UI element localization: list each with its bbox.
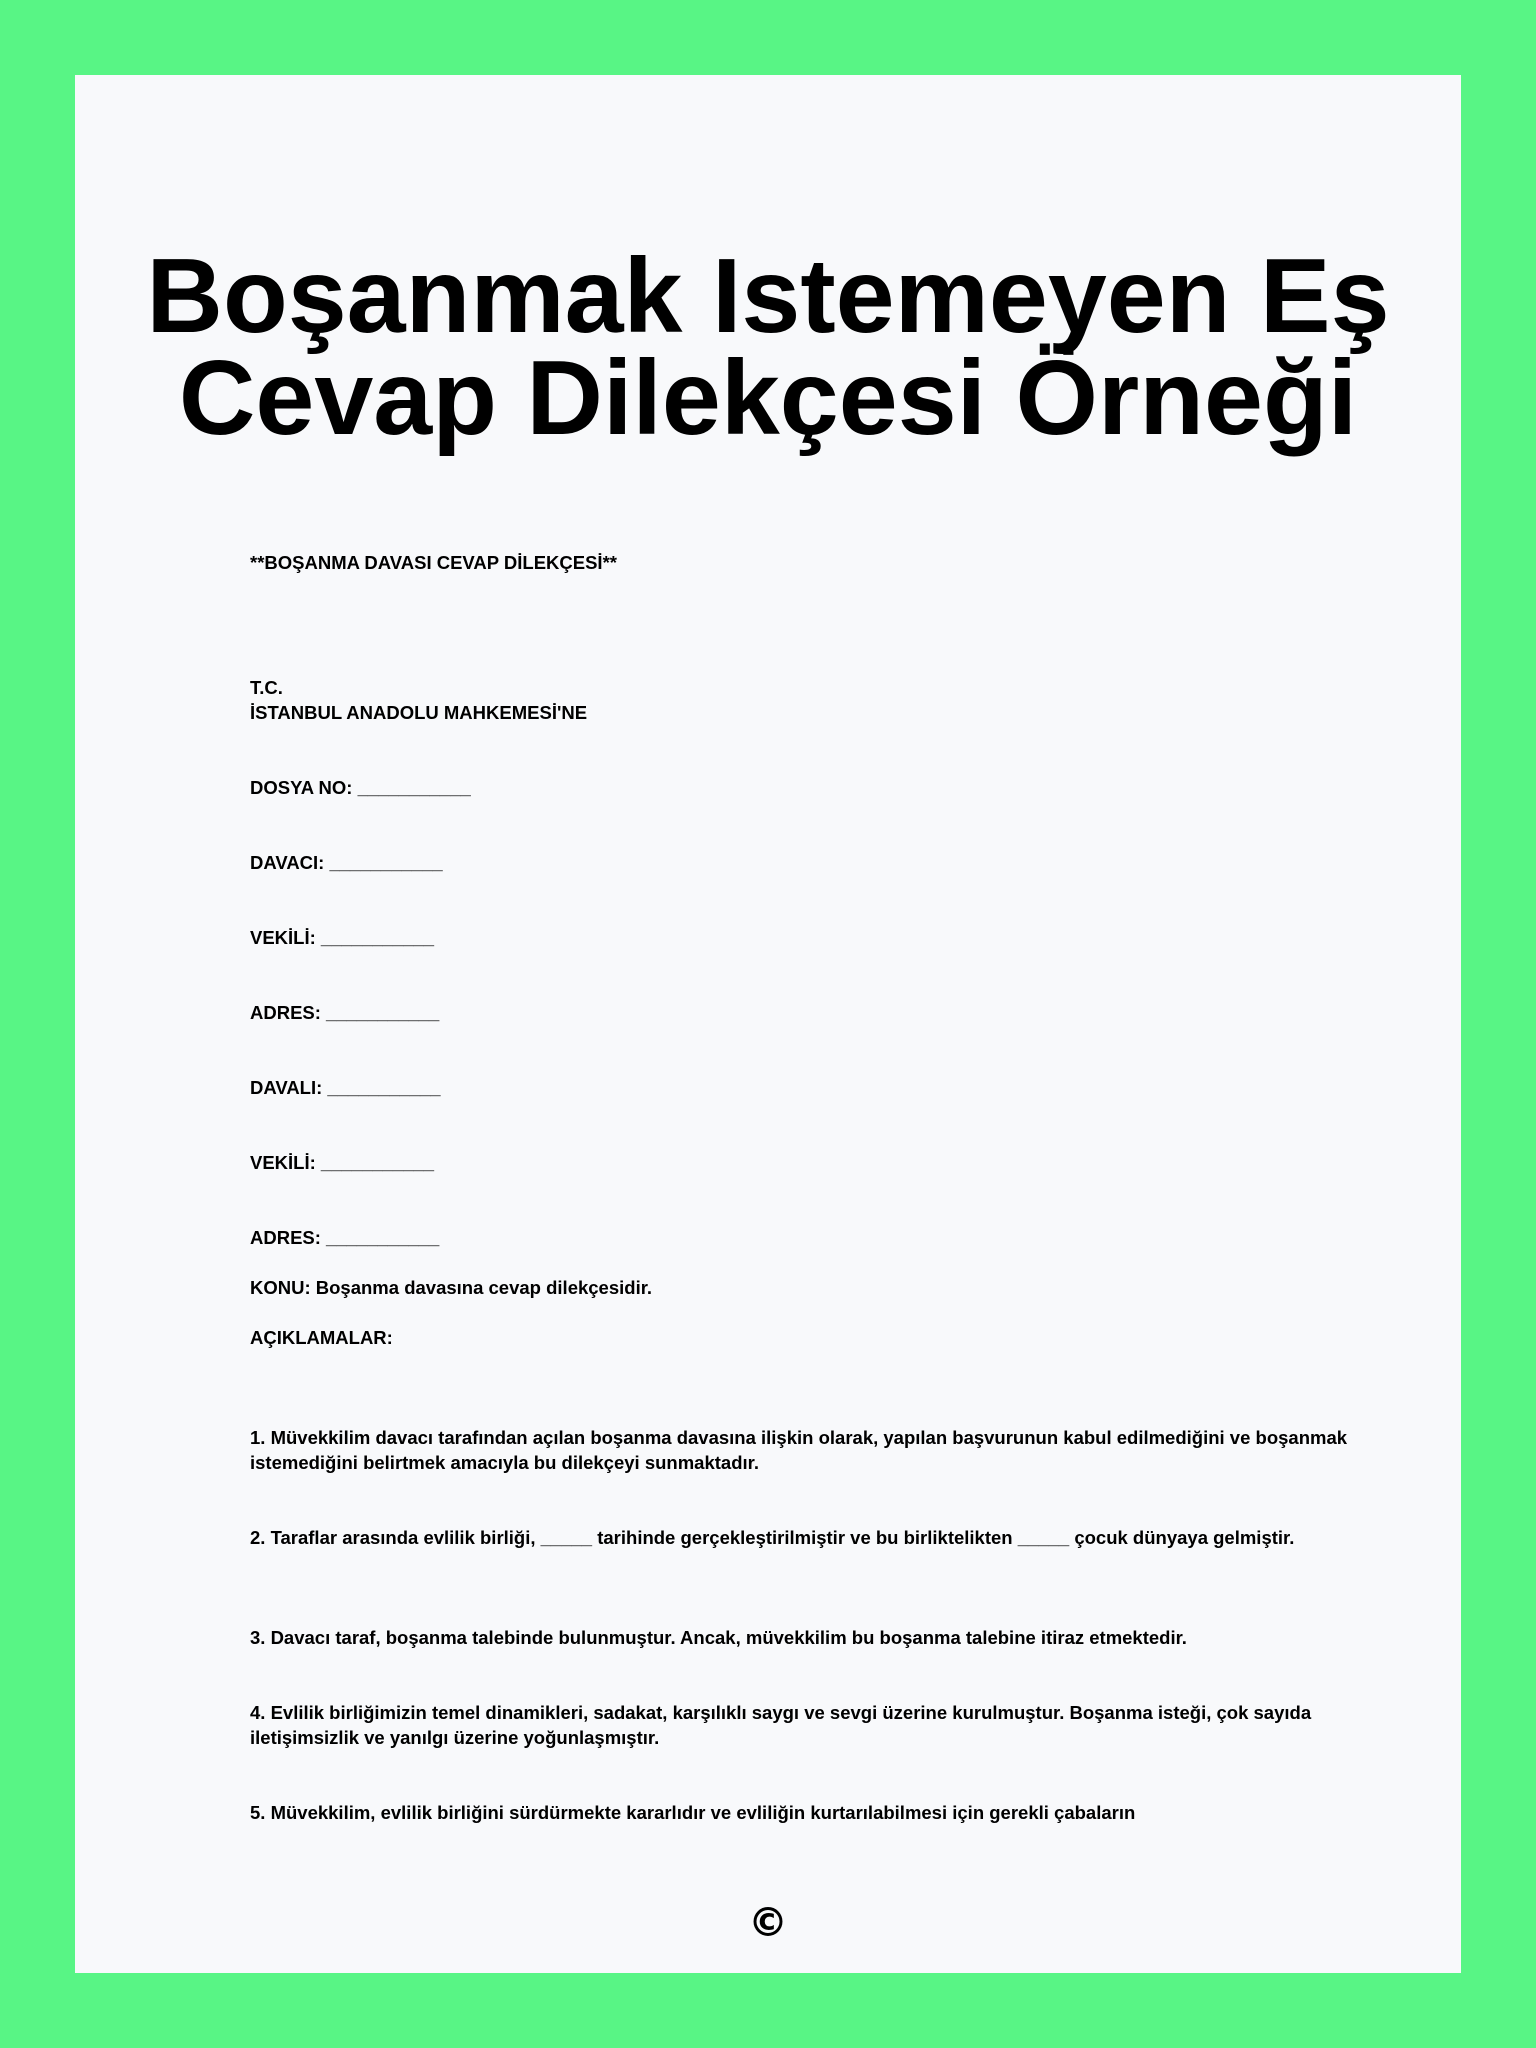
field-adres-davali: ADRES: ___________: [250, 1227, 440, 1248]
explanation-item-1: 1. Müvekkilim davacı tarafından açılan boşanma davasına ilişkin olarak, yapılan başvurunun kabul edilmediğini ve boşanmak istemediğini belirtmek amacıyla bu dilekçeyi sunmaktadır.: [250, 1427, 1348, 1473]
aciklamalar-heading: AÇIKLAMALAR:: [250, 1327, 393, 1348]
explanation-item-2: 2. Taraflar arasında evlilik birliği, _____ tarihinde gerçekleştirilmiştir ve bu birliktelikten _____ çocuk dünyaya gelmiştir.: [250, 1527, 1295, 1548]
page-title-line-1: Boşanmak Istemeyen Eş: [146, 237, 1390, 355]
court-line-name: İSTANBUL ANADOLU MAHKEMESİ'NE: [250, 702, 588, 723]
court-line-tc: T.C.: [250, 677, 283, 698]
field-adres-davaci: ADRES: ___________: [250, 1002, 440, 1023]
page-title: [75, 237, 1461, 457]
field-dosya-no: DOSYA NO: ___________: [250, 777, 471, 798]
copyright-icon: ©: [748, 1900, 788, 1946]
petition-heading: **BOŞANMA DAVASI CEVAP DİLEKÇESİ**: [250, 552, 617, 573]
explanation-item-4: 4. Evlilik birliğimizin temel dinamikleri, sadakat, karşılıklı saygı ve sevgi üzerine kurulmuştur. Boşanma isteği, çok sayıda iletişimsizlik ve yanılgı üzerine yoğunlaşmıştır.: [250, 1702, 1312, 1748]
field-davali: DAVALI: ___________: [250, 1077, 441, 1098]
field-vekili-davaci: VEKİLİ: ___________: [250, 927, 435, 948]
field-davaci: DAVACI: ___________: [250, 852, 443, 873]
field-vekili-davali: VEKİLİ: ___________: [250, 1152, 435, 1173]
explanation-item-3: 3. Davacı taraf, boşanma talebinde bulunmuştur. Ancak, müvekkilim bu boşanma talebine itiraz etmektedir.: [250, 1627, 1187, 1648]
document-page: [75, 75, 1461, 1973]
konu-line: KONU: Boşanma davasına cevap dilekçesidir.: [250, 1277, 653, 1298]
page-title-line-2: Cevap Dilekçesi Örneği: [178, 339, 1358, 457]
explanation-item-5: 5. Müvekkilim, evlilik birliğini sürdürmekte kararlıdır ve evliliğin kurtarılabilmesi için gerekli çabaların: [250, 1802, 1136, 1823]
